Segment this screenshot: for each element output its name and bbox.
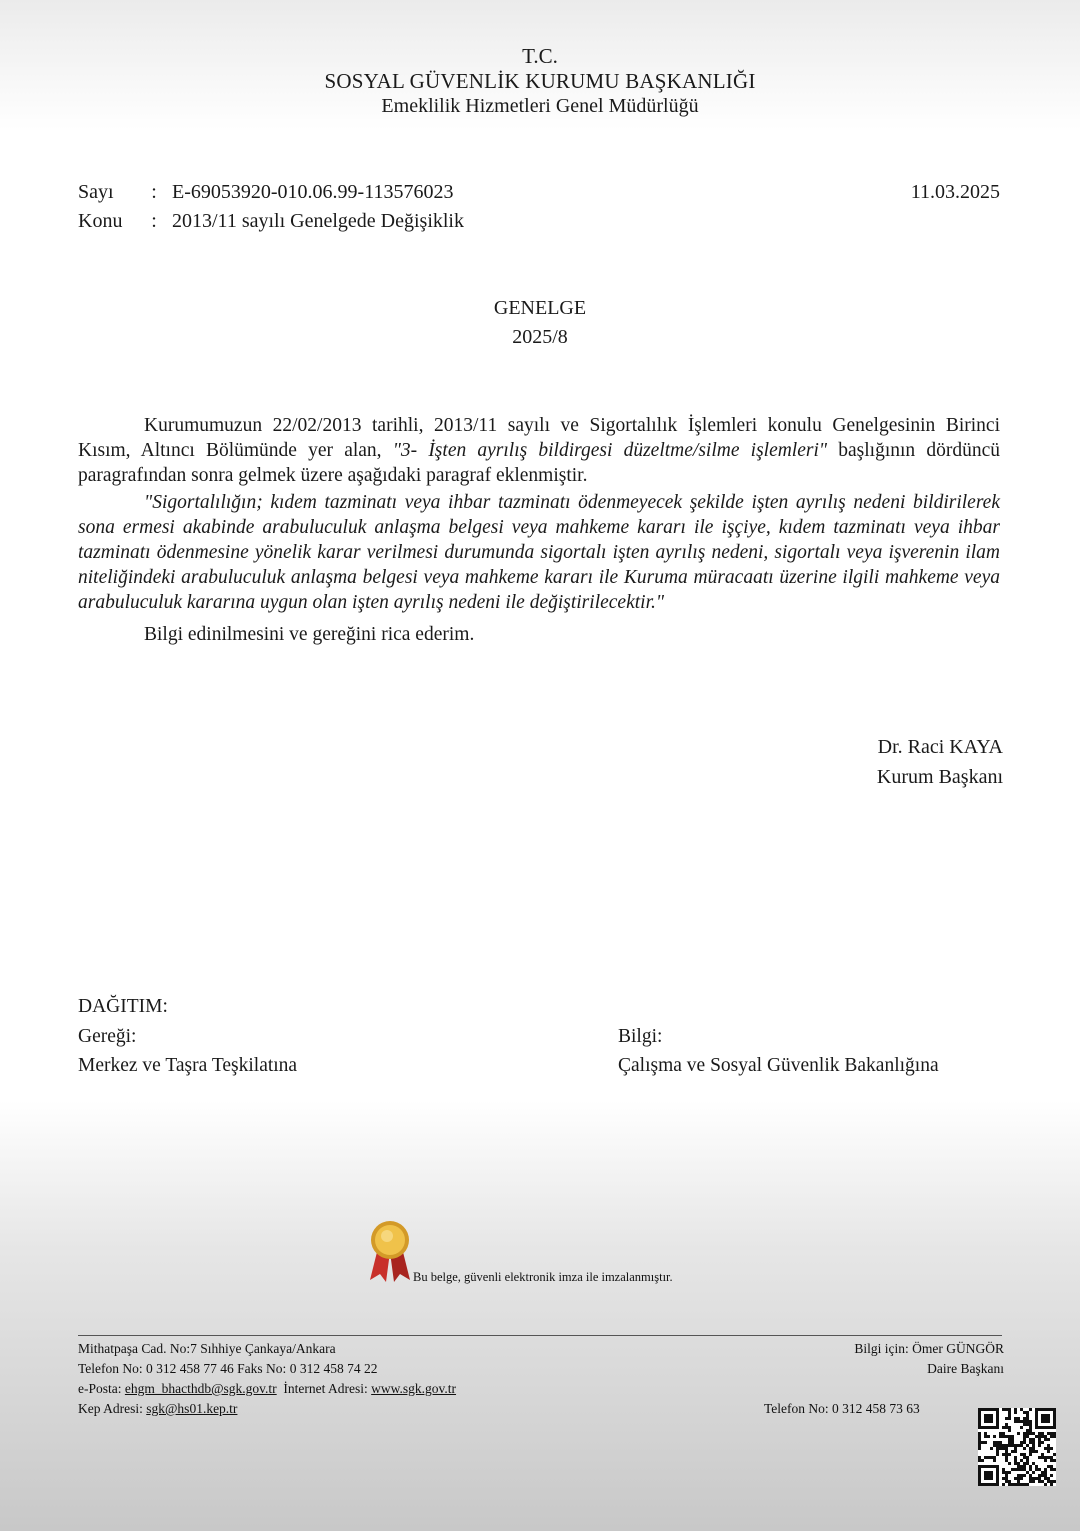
kep-link[interactable]: sgk@hs01.kep.tr — [146, 1401, 238, 1416]
signatory-title: Kurum Başkanı — [876, 766, 1003, 788]
kep-label: Kep Adresi: — [78, 1401, 143, 1416]
letterhead — [0, 44, 1080, 119]
signatory-name: Dr. Raci KAYA — [877, 736, 1003, 758]
sayi-label: Sayı — [78, 181, 114, 203]
letterhead-country: T.C. — [522, 44, 558, 68]
info-phone-label: Telefon No: — [764, 1401, 829, 1416]
letterhead-institution: SOSYAL GÜVENLİK KURUMU BAŞKANLIĞI — [324, 69, 756, 93]
phone-value: 0 312 458 77 46 — [146, 1361, 234, 1376]
footer-phone-line — [78, 1361, 377, 1377]
bilgi-label: Bilgi: — [618, 1026, 663, 1047]
info-name: Ömer GÜNGÖR — [912, 1341, 1004, 1356]
sayi-colon: : — [151, 181, 157, 203]
phone-label: Telefon No: — [78, 1361, 143, 1376]
intro-italic: "3- İşten ayrılış bildirgesi düzeltme/silme işlemleri" — [392, 440, 828, 461]
letterhead-department: Emeklilik Hizmetleri Genel Müdürlüğü — [381, 95, 699, 117]
paragraph-intro — [78, 413, 1000, 488]
footer-divider — [78, 1335, 1002, 1336]
fax-value: 0 312 458 74 22 — [289, 1361, 378, 1376]
meta-konu — [78, 210, 464, 233]
quoted-paragraph: "Sigortalılığın; kıdem tazminatı veya ihbar tazminatı ödenmeyecek şekilde işten ayrılış nedeni bildirilerek sona ermesi akabinde arabuluculuk anlaşma belgesi veya mahkeme kararı ile işçiye, kıdem tazminatı veya ihbar tazminatı ödenmesine yönelik karar verilmesi durumunda sigortalı işten ayrılış nedeni, sigortalı veya işverenin ilam niteliğindeki arabuluculuk anlaşma belgesi veya mahkeme kararı ile Kuruma müracaatı üzerine ilgili mahkeme veya arabuluculuk kararına uygun olan işten ayrılış nedeni ile değiştirilecektir." — [78, 492, 1000, 613]
closing-paragraph: Bilgi edinilmesini ve gereğini rica ederim. — [144, 624, 475, 645]
document-type: GENELGE — [493, 297, 587, 319]
fax-label: Faks No: — [237, 1361, 287, 1376]
geregi-value: Merkez ve Taşra Teşkilatına — [78, 1055, 298, 1076]
document-number: 2025/8 — [512, 326, 568, 348]
seal-icon — [366, 1218, 414, 1284]
konu-label: Konu — [78, 210, 123, 232]
konu-value: 2013/11 sayılı Genelgede Değişiklik — [172, 210, 464, 232]
bilgi-value: Çalışma ve Sosyal Güvenlik Bakanlığına — [618, 1055, 939, 1076]
email-label: e-Posta: — [78, 1381, 122, 1396]
email-link[interactable]: ehgm_bhacthdb@sgk.gov.tr — [124, 1381, 277, 1396]
intro-text: Kurumumuzun 22/02/2013 tarihli, 2013/11 sayılı ve Sigortalılık İşlemleri konulu Genelgesinin Birinci Kısım, Altıncı Bölümünde yer alan, — [78, 415, 1000, 461]
footer-contact-name — [854, 1341, 1004, 1357]
web-label: İnternet Adresi: — [283, 1381, 368, 1396]
web-link[interactable]: www.sgk.gov.tr — [371, 1381, 457, 1396]
info-label: Bilgi için: — [854, 1341, 909, 1356]
qr-code-icon — [978, 1408, 1056, 1486]
meta-sayi — [78, 181, 453, 204]
signature-block — [877, 732, 1003, 792]
sayi-value: E-69053920-010.06.99-113576023 — [172, 181, 454, 203]
intro-end: başlığının dördüncü paragrafından sonra gelmek üzere aşağıdaki paragraf eklenmiştir. — [78, 440, 1000, 486]
footer-email-line — [78, 1381, 456, 1397]
esign-note: Bu belge, güvenli elektronik imza ile imzalanmıştır. — [413, 1270, 673, 1284]
document-body — [78, 413, 1000, 647]
konu-colon: : — [151, 210, 157, 232]
footer-kep-line — [78, 1401, 237, 1417]
footer-address: Mithatpaşa Cad. No:7 Sıhhiye Çankaya/Ankara — [78, 1341, 336, 1356]
info-title: Daire Başkanı — [927, 1361, 1004, 1376]
footer-contact-phone — [764, 1401, 920, 1417]
document-date: 11.03.2025 — [910, 181, 1000, 203]
geregi-label: Gereği: — [78, 1026, 137, 1047]
distribution-heading: DAĞITIM: — [78, 996, 168, 1017]
info-phone: 0 312 458 73 63 — [832, 1401, 920, 1416]
